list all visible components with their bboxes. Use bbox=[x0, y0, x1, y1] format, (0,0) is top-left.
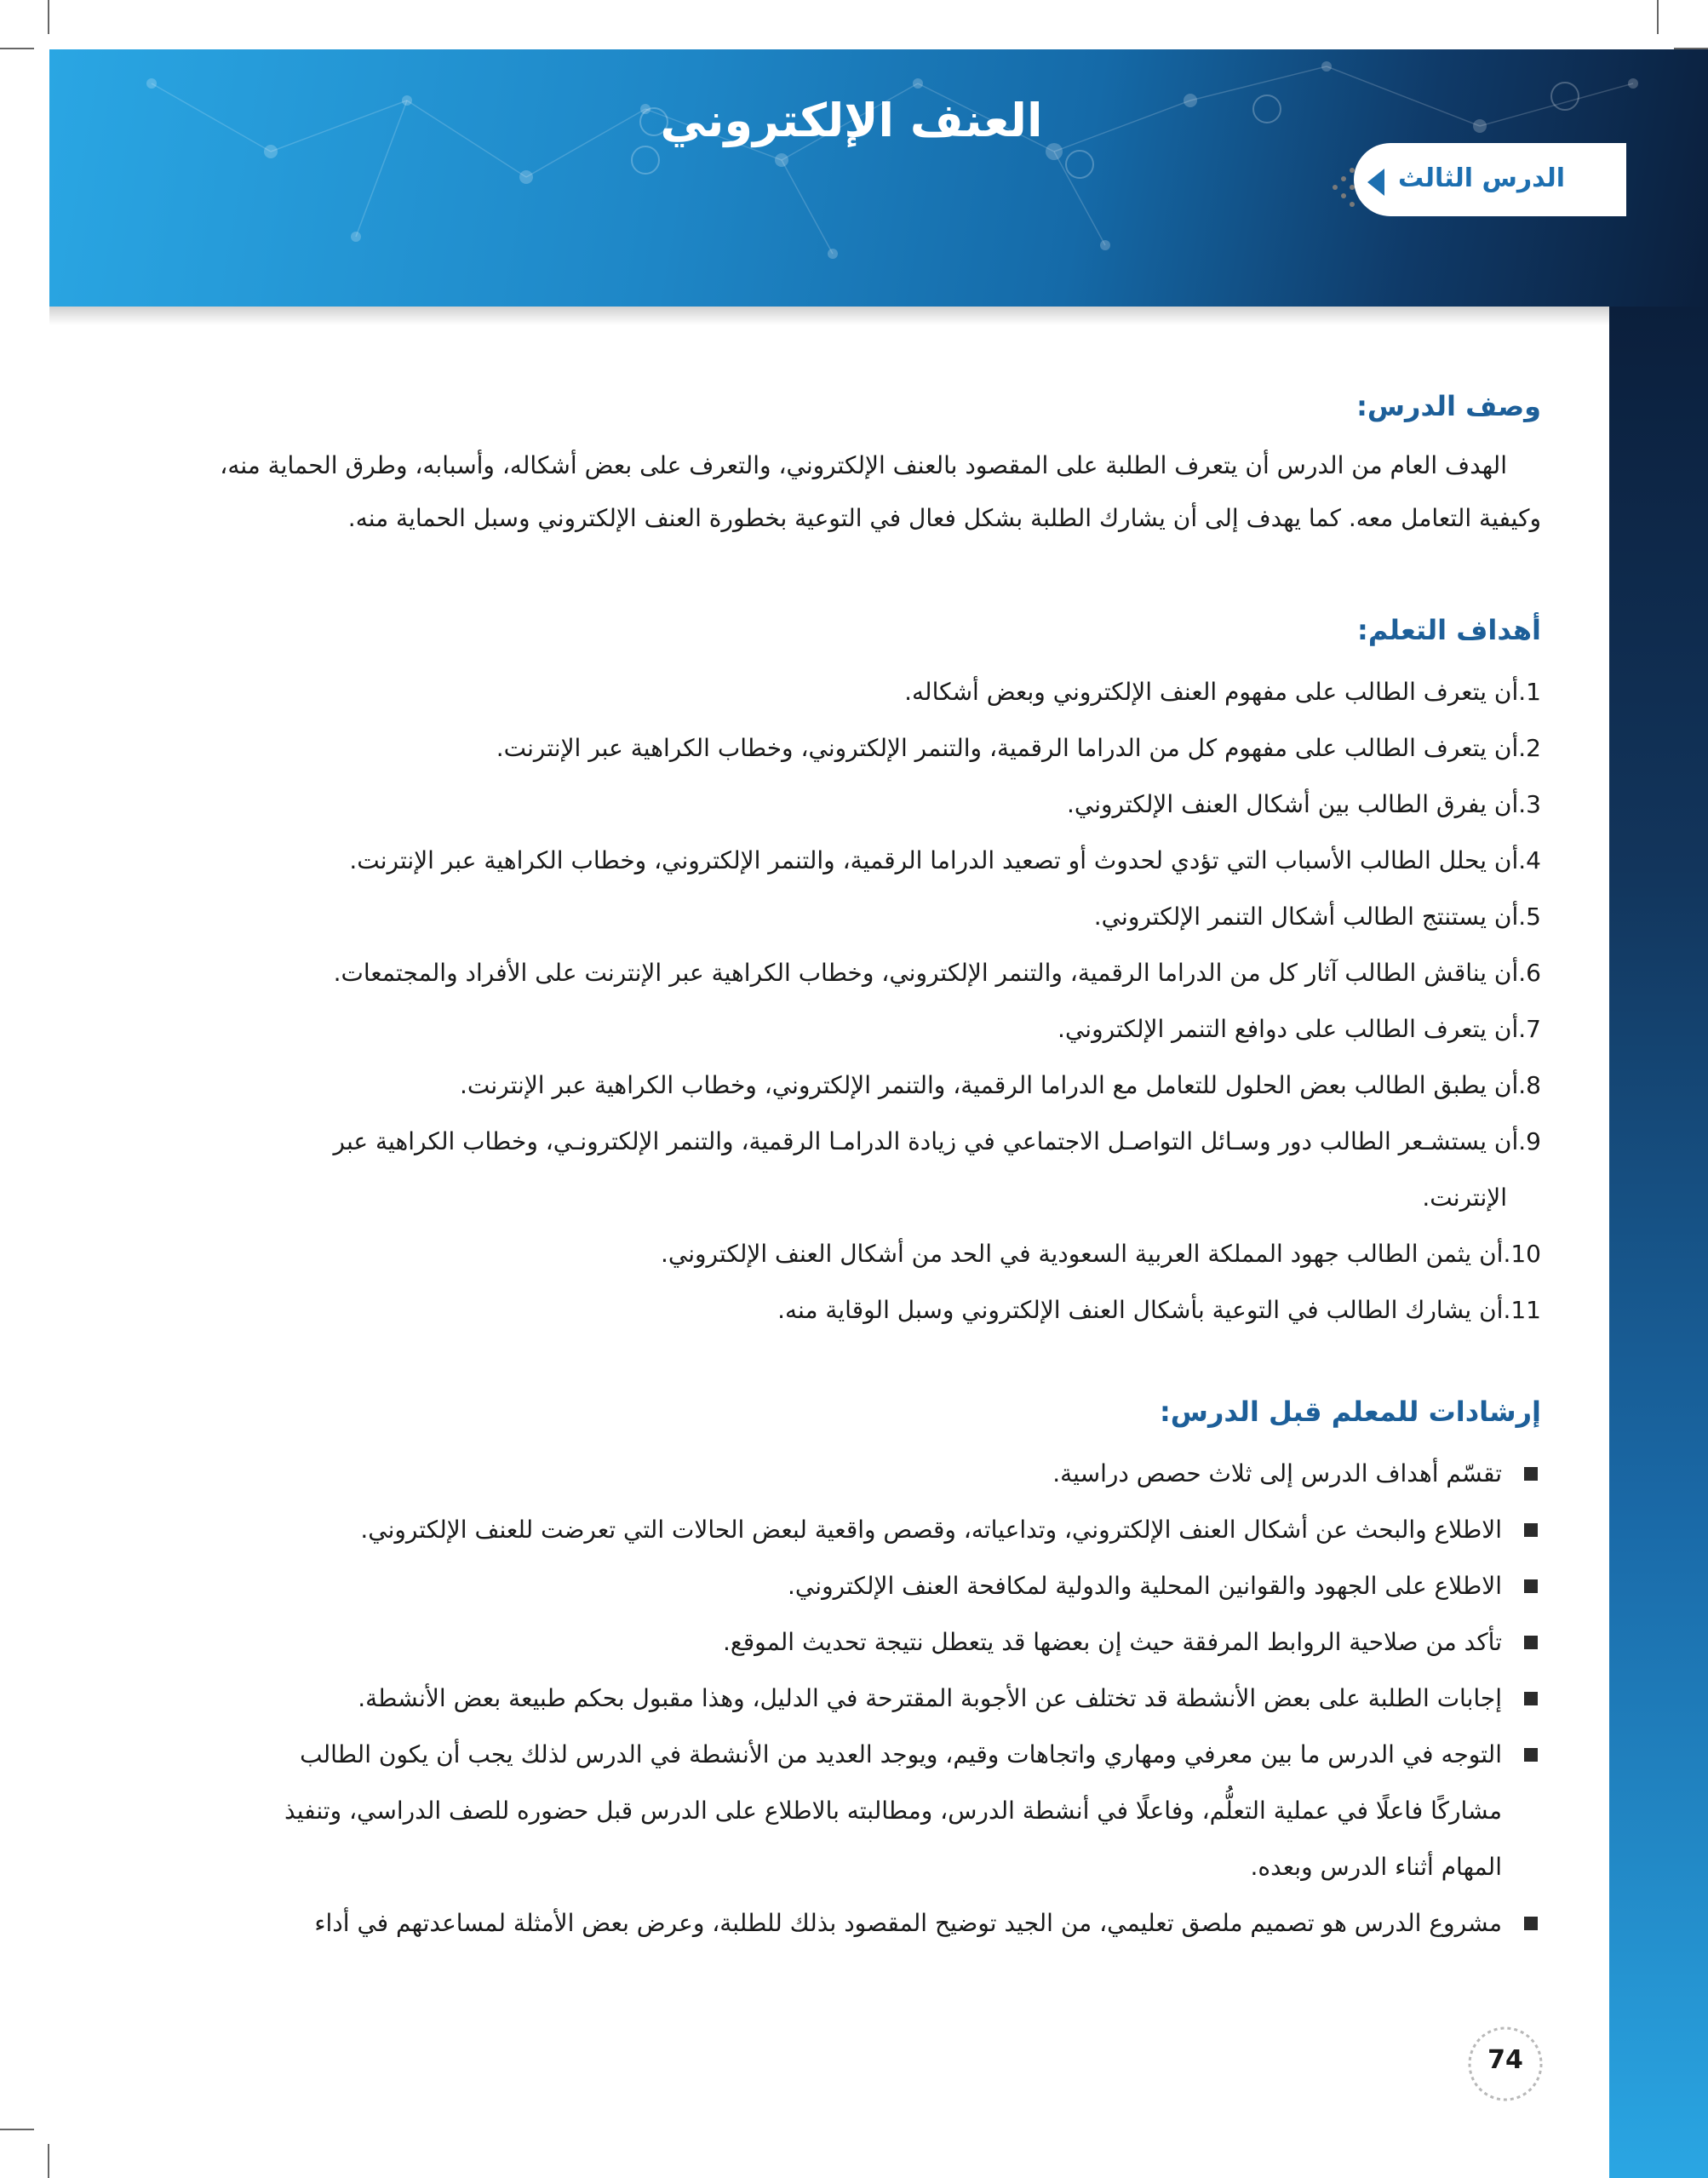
guideline-item: الاطلاع على الجهود والقوانين المحلية والدولية لمكافحة العنف الإلكتروني. bbox=[102, 1558, 1541, 1614]
header-shadow bbox=[49, 307, 1609, 325]
bullet-square-icon bbox=[1524, 1636, 1538, 1649]
guideline-item-long bbox=[102, 1727, 1541, 1895]
guideline-item: تأكد من صلاحية الروابط المرفقة حيث إن بعضها قد يتعطل نتيجة تحديث الموقع. bbox=[102, 1614, 1541, 1671]
objective-item: 3.أن يفرق الطالب بين أشكال العنف الإلكتروني. bbox=[1066, 790, 1541, 818]
bullet-square-icon bbox=[1524, 1692, 1538, 1705]
crop-mark bbox=[0, 48, 34, 49]
bullet-square-icon bbox=[1524, 1917, 1538, 1930]
bullet-square-icon bbox=[1524, 1579, 1538, 1593]
guidelines-heading: إرشادات للمعلم قبل الدرس: bbox=[1159, 1396, 1541, 1428]
page-number: 74 bbox=[1487, 2045, 1523, 2075]
guidelines-section bbox=[102, 1388, 1541, 1952]
guideline-item: الاطلاع والبحث عن أشكال العنف الإلكتروني، وتداعياته، وقصص واقعية لبعض الحالات التي تعرضت للعنف الإلكتروني. bbox=[102, 1502, 1541, 1558]
objectives-heading: أهداف التعلم: bbox=[1357, 614, 1541, 646]
objective-item: 4.أن يحلل الطالب الأسباب التي تؤدي لحدوث أو تصعيد الدراما الرقمية، والتنمر الإلكتروني، وخطاب الكراهية عبر الإنترنت. bbox=[349, 846, 1541, 874]
guideline-item: إجابات الطلبة على بعض الأنشطة قد تختلف عن الأجوبة المقترحة في الدليل، وهذا مقبول بحكم طبيعة بعض الأنشطة. bbox=[102, 1671, 1541, 1727]
description-line: الهدف العام من الدرس أن يتعرف الطلبة على المقصود بالعنف الإلكتروني، والتعرف على بعض أشكاله، وأسبابه، وطرق الحماية منه، bbox=[220, 451, 1507, 479]
objective-item: 8.أن يطبق الطالب بعض الحلول للتعامل مع الدراما الرقمية، والتنمر الإلكتروني، وخطاب الكراهية عبر الإنترنت. bbox=[459, 1071, 1541, 1099]
description-section bbox=[102, 385, 1541, 545]
page-title: العنف الإلكتروني bbox=[660, 94, 1043, 147]
guideline-item: مشروع الدرس هو تصميم ملصق تعليمي، من الجيد توضيح المقصود بذلك للطلبة، وعرض بعض الأمثلة لمساعدتهم في أداء bbox=[102, 1895, 1541, 1952]
objective-item: 9.أن يستشـعر الطالب دور وسـائل التواصـل الاجتماعي في زيادة الدرامـا الرقمية، والتنمر الإلكترونـي، وخطاب الكراهية عبر bbox=[333, 1127, 1541, 1155]
bullet-square-icon bbox=[1524, 1523, 1538, 1537]
objectives-section bbox=[102, 606, 1541, 1338]
objective-item: 1.أن يتعرف الطالب على مفهوم العنف الإلكتروني وبعض أشكاله. bbox=[904, 678, 1541, 706]
objective-item: 11.أن يشارك الطالب في التوعية بأشكال العنف الإلكتروني وسبل الوقاية منه. bbox=[777, 1296, 1541, 1324]
guideline-line: التوجه في الدرس ما بين معرفي ومهاري واتجاهات وقيم، ويوجد العديد من الأنشطة في الدرس لذلك يجب أن يكون الطالب bbox=[300, 1740, 1502, 1768]
guideline-line: مشاركًا فاعلًا في عملية التعلُّم، وفاعلًا في أنشطة الدرس، ومطالبته بالاطلاع على الدرس قبل حضوره للصف الدراسي، وتنفيذ bbox=[284, 1797, 1502, 1825]
description-line: وكيفية التعامل معه. كما يهدف إلى أن يشارك الطلبة بشكل فعال في التوعية بخطورة العنف الإلكتروني وسبل الحماية منه. bbox=[347, 504, 1541, 532]
crop-mark bbox=[48, 2144, 49, 2178]
objective-item: 10.أن يثمن الطالب جهود المملكة العربية السعودية في الحد من أشكال العنف الإلكتروني. bbox=[660, 1240, 1541, 1268]
bullet-square-icon bbox=[1524, 1467, 1538, 1481]
side-decoration-bar bbox=[1609, 307, 1708, 2178]
guideline-line: المهام أثناء الدرس وبعده. bbox=[1250, 1853, 1502, 1881]
bullet-square-icon bbox=[1524, 1748, 1538, 1762]
guideline-item: تقسّم أهداف الدرس إلى ثلاث حصص دراسية. bbox=[102, 1446, 1541, 1502]
crop-mark bbox=[1657, 0, 1659, 34]
crop-mark bbox=[0, 2129, 34, 2130]
objective-item: 6.أن يناقش الطالب آثار كل من الدراما الرقمية، والتنمر الإلكتروني، وخطاب الكراهية عبر الإنترنت على الأفراد والمجتمعات. bbox=[333, 959, 1541, 987]
objective-item-continuation: الإنترنت. bbox=[1422, 1184, 1507, 1212]
objective-item: 2.أن يتعرف الطالب على مفهوم كل من الدراما الرقمية، والتنمر الإلكتروني، وخطاب الكراهية عبر الإنترنت. bbox=[496, 734, 1541, 762]
objective-item: 7.أن يتعرف الطالب على دوافع التنمر الإلكتروني. bbox=[1057, 1015, 1541, 1043]
crop-mark bbox=[48, 0, 49, 34]
page-number-badge bbox=[1466, 2025, 1545, 2103]
objective-item: 5.أن يستنتج الطالب أشكال التنمر الإلكتروني. bbox=[1093, 903, 1541, 931]
description-heading: وصف الدرس: bbox=[1356, 390, 1541, 422]
lesson-label: الدرس الثالث bbox=[1397, 163, 1566, 193]
caret-left-icon bbox=[1364, 167, 1386, 198]
